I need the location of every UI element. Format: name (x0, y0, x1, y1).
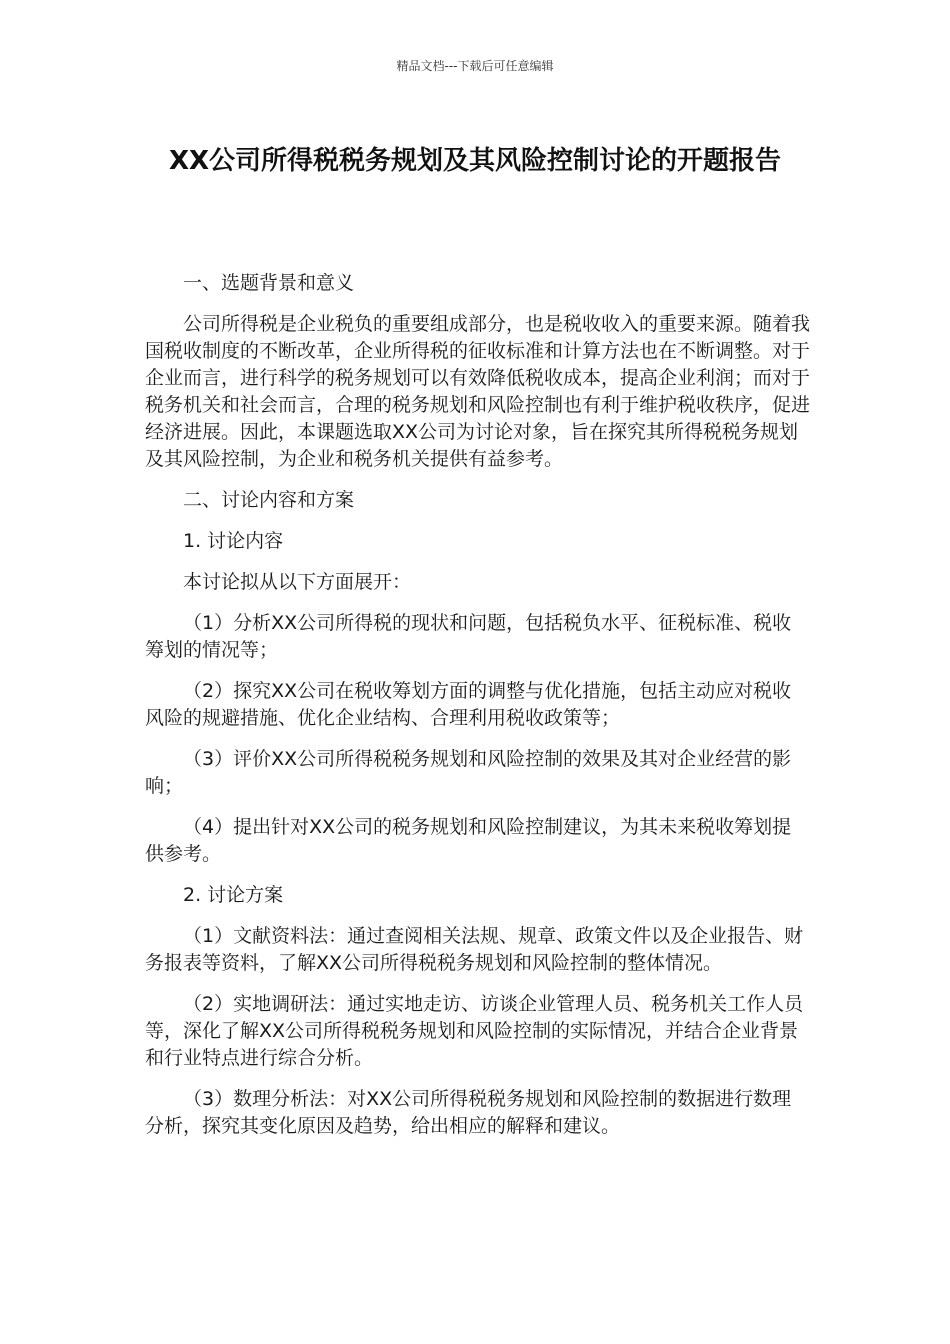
header-note: 精品文档---下载后可任意编辑 (396, 59, 554, 73)
list-item-content-2: （2）探究XX公司在税收筹划方面的调整与优化措施，包括主动应对税收风险的规避措施、优化企业结构、合理利用税收政策等； (145, 680, 792, 729)
subheading-research-content: 1. 讨论内容 (183, 530, 284, 552)
list-item-plan-2: （2）实地调研法：通过实地走访、访谈企业管理人员、税务机关工作人员等，深化了解XX公司所得税税务规划和风险控制的实际情况，并结合企业背景和行业特点进行综合分析。 (145, 993, 804, 1069)
subheading-research-plan: 2. 讨论方案 (183, 884, 284, 906)
paragraph-research-intro: 本讨论拟从以下方面展开： (183, 571, 412, 593)
document-title: XX公司所得税税务规划及其风险控制讨论的开题报告 (168, 146, 782, 176)
paragraph-background: 公司所得税是企业税负的重要组成部分，也是税收收入的重要来源。随着我国税收制度的不断改革，企业所得税的征收标准和计算方法也在不断调整。对于企业而言，进行科学的税务规划可以有效降低税收成本，提高企业利润；而对于税务机关和社会而言，合理的税务规划和风险控制也有利于维护税收秩序，促进经济进展。因此，本课题选取XX公司为讨论对象，旨在探究其所得税税务规划及其风险控制，为企业和税务机关提供有益参考。 (145, 313, 811, 470)
document-body (145, 270, 810, 1154)
list-item-content-3: （3）评价XX公司所得税税务规划和风险控制的效果及其对企业经营的影响； (145, 748, 792, 797)
section-heading-content-plan: 二、讨论内容和方案 (183, 489, 355, 511)
list-item-content-1: （1）分析XX公司所得税的现状和问题，包括税负水平、征税标准、税收筹划的情况等； (145, 612, 792, 661)
list-item-plan-1: （1）文献资料法：通过查阅相关法规、规章、政策文件以及企业报告、财务报表等资料，了解XX公司所得税税务规划和风险控制的整体情况。 (145, 925, 804, 974)
list-item-content-4: （4）提出针对XX公司的税务规划和风险控制建议，为其未来税收筹划提供参考。 (145, 816, 792, 865)
section-heading-background: 一、选题背景和意义 (183, 272, 355, 294)
list-item-plan-3: （3）数理分析法：对XX公司所得税税务规划和风险控制的数据进行数理分析，探究其变化原因及趋势，给出相应的解释和建议。 (145, 1088, 792, 1137)
